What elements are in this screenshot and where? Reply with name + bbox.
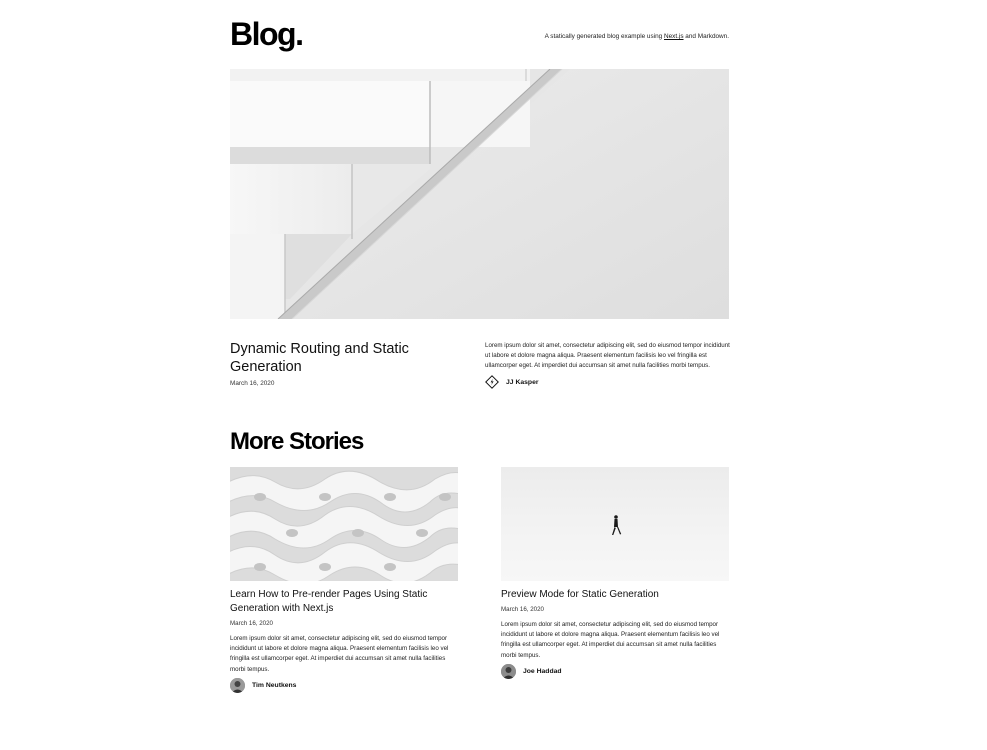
post-author xyxy=(230,678,296,693)
nextjs-link[interactable]: Next.js xyxy=(664,33,684,40)
tagline-prefix: A statically generated blog example using xyxy=(544,33,664,40)
lattice-image-icon xyxy=(230,467,458,581)
post-cover-image[interactable] xyxy=(501,467,729,581)
post-date: March 16, 2020 xyxy=(501,606,544,613)
blog-logo-link[interactable]: Blog. xyxy=(230,16,303,52)
hero-post-date: March 16, 2020 xyxy=(230,380,275,387)
author-name: JJ Kasper xyxy=(506,378,539,386)
post-author xyxy=(501,664,562,679)
more-stories-heading: More Stories xyxy=(230,428,364,455)
post-cover-image[interactable] xyxy=(230,467,458,581)
author-name: Joe Haddad xyxy=(523,668,562,675)
hero-post-title-link[interactable]: Dynamic Routing and Static Generation xyxy=(230,341,409,375)
snow-walker-image-icon xyxy=(501,467,729,581)
person-avatar-icon xyxy=(230,678,245,693)
person-avatar-icon xyxy=(501,664,516,679)
diamond-logo-icon xyxy=(485,375,499,389)
post-excerpt: Lorem ipsum dolor sit amet, consectetur adipiscing elit, sed do eiusmod tempor incididunt ut labore et dolore magna aliqua. Praesent elementum facilisis leo vel fringilla est ullamcorper eget. At imperdiet dui accumsan sit amet nulla facilities morbi tempus. xyxy=(501,621,720,659)
author-name: Tim Neutkens xyxy=(252,682,297,689)
post-title-link[interactable]: Learn How to Pre-render Pages Using Static Generation with Next.js xyxy=(230,589,428,614)
tagline-suffix: and Markdown. xyxy=(683,33,729,40)
hero-cover-image[interactable] xyxy=(230,69,729,319)
hero-author xyxy=(485,375,539,389)
site-tagline xyxy=(545,32,729,42)
post-excerpt: Lorem ipsum dolor sit amet, consectetur adipiscing elit, sed do eiusmod tempor incididunt ut labore et dolore magna aliqua. Praesent elementum facilisis leo vel fringilla est ullamcorper eget. At imperdiet dui accumsan sit amet nulla facilities morbi tempus. xyxy=(230,635,449,673)
staircase-image-icon xyxy=(230,69,729,319)
post-title-link[interactable]: Preview Mode for Static Generation xyxy=(501,589,659,600)
post-date: March 16, 2020 xyxy=(230,620,273,627)
hero-post-excerpt: Lorem ipsum dolor sit amet, consectetur adipiscing elit, sed do eiusmod tempor incididunt ut labore et dolore magna aliqua. Praesent elementum facilisis leo vel fringilla est ullamcorper eget. At imperdiet dui accumsan sit amet nulla facilities morbi tempus. xyxy=(485,342,730,369)
